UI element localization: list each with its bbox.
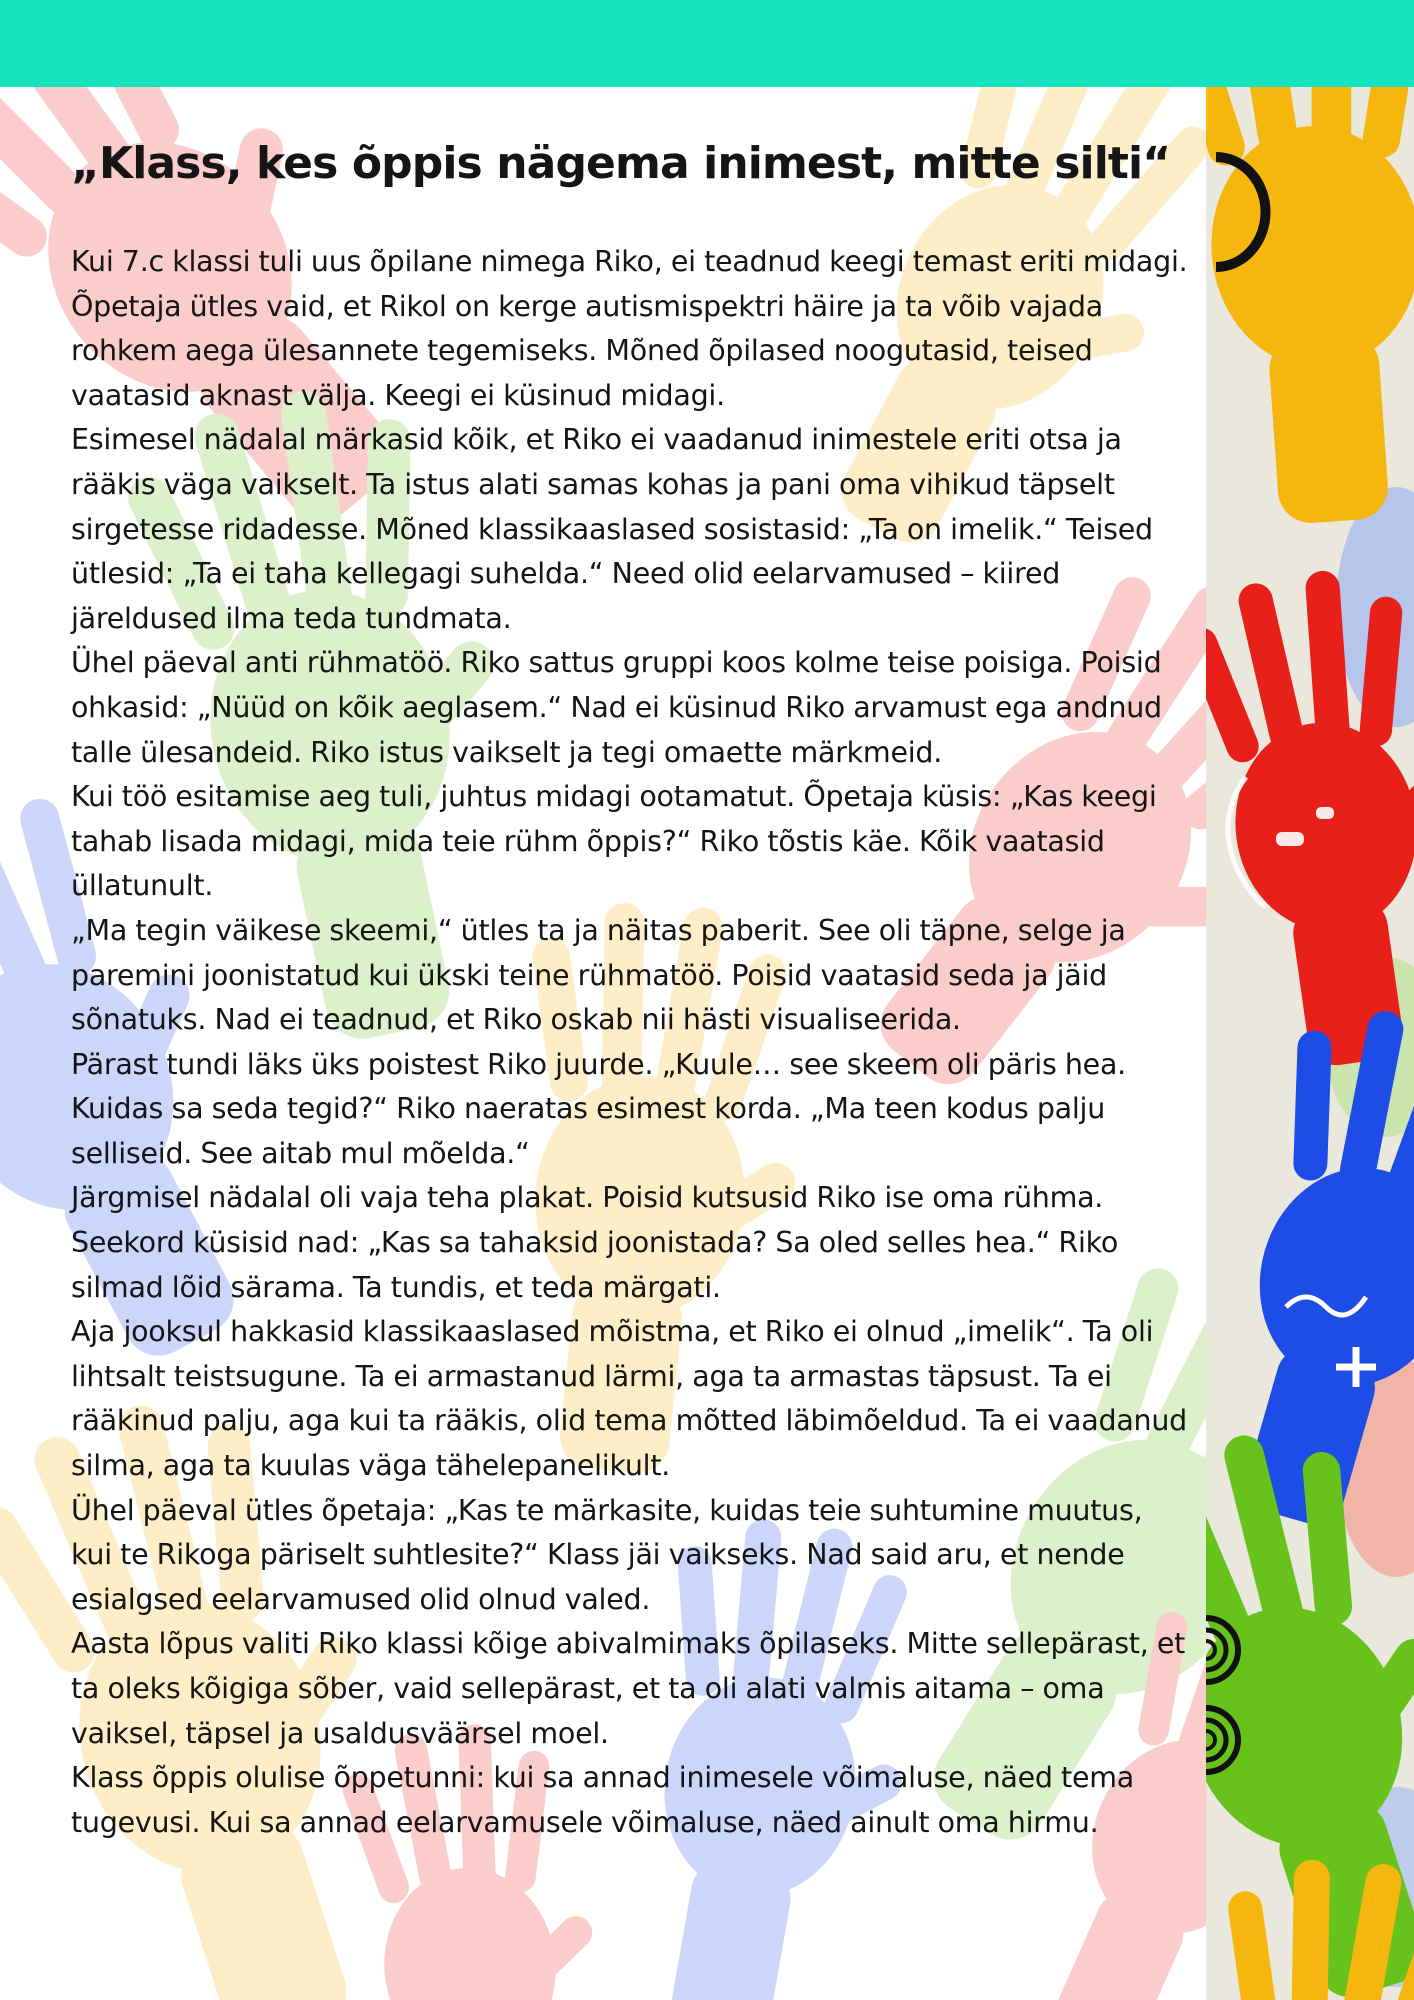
story-title: „Klass, kes õppis nägema inimest, mitte silti“	[71, 138, 1171, 189]
story-paragraph: Kui töö esitamise aeg tuli, juhtus midagi ootamatut. Õpetaja küsis: „Kas keegi tahab lisada midagi, mida teie rühm õppis?“ Riko tõstis käe. Kõik vaatasid üllatunult.	[71, 780, 1157, 903]
story-paragraph: Pärast tundi läks üks poistest Riko juurde. „Kuule… see skeem oli päris hea. Kuidas sa seda tegid?“ Riko naeratas esimest korda. „Ma teen kodus palju selliseid. See aitab mul mõelda.“	[71, 1047, 1126, 1170]
story-paragraph: „Ma tegin väikese skeemi,“ ütles ta ja näitas paberit. See oli täpne, selge ja paremini joonistatud kui ükski teine rühmatöö. Poisid vaatasid seda ja jäid sõnatuks. Nad ei teadnud, et Riko oskab nii hästi visualiseerida.	[71, 913, 1126, 1037]
story-paragraph: Aja jooksul hakkasid klassikaaslased mõistma, et Riko ei olnud „imelik“. Ta oli lihtsalt teistsugune. Ta ei armastanud lärmi, aga ta armastas täpsust. Ta ei rääkinud palju, aga kui ta rääkis, olid tema mõtted läbimõeldud. Ta ei vaadanud silma, aga ta kuulas väga tähelepanelikult.	[71, 1315, 1188, 1483]
story-content	[71, 128, 1191, 1845]
story-paragraph: Aasta lõpus valiti Riko klassi kõige abivalmimaks õpilaseks. Mitte sellepärast, et ta oleks kõigiga sõber, vaid sellepärast, et ta oli alati valmis aitama – oma vaiksel, täpsel ja usaldusväärsel moel.	[71, 1627, 1186, 1750]
story-paragraph: Kui 7.c klassi tuli uus õpilane nimega Riko, ei teadnud keegi temast eriti midagi. Õpetaja ütles vaid, et Rikol on kerge autismispektri häire ja ta võib vajada rohkem aega ülesannete tegemiseks. Mõned õpilased noogutasid, teised vaatasid aknast välja. Keegi ei küsinud midagi.	[71, 245, 1188, 412]
side-hands-strip	[1206, 87, 1414, 2000]
story-paragraph: Ühel päeval ütles õpetaja: „Kas te märkasite, kuidas teie suhtumine muutus, kui te Rikoga päriselt suhtlesite?“ Klass jäi vaikseks. Nad said aru, et nende esialgsed eelarvamused olid olnud valed.	[71, 1493, 1143, 1616]
story-paragraph: Ühel päeval anti rühmatöö. Riko sattus gruppi koos kolme teise poisiga. Poisid ohkasid: „Nüüd on kõik aeglasem.“ Nad ei küsinud Riko arvamust ega andnud talle ülesandeid. Riko istus vaikselt ja tegi omaette märkmeid.	[71, 646, 1162, 769]
story-paragraph: Klass õppis olulise õppetunni: kui sa annad inimesele võimaluse, näed tema tugevusi. Kui sa annad eelarvamusele võimaluse, näed ainult oma hirmu.	[71, 1761, 1134, 1839]
top-color-bar	[0, 0, 1414, 87]
story-paragraph: Järgmisel nädalal oli vaja teha plakat. Poisid kutsusid Riko ise oma rühma. Seekord küsisid nad: „Kas sa tahaksid joonistada? Sa oled selles hea.“ Riko silmad lõid särama. Ta tundis, et teda märgati.	[71, 1181, 1119, 1304]
story-paragraph: Esimesel nädalal märkasid kõik, et Riko ei vaadanud inimestele eriti otsa ja rääkis väga vaikselt. Ta istus alati samas kohas ja pani oma vihikud täpselt sirgetesse ridadesse. Mõned klassikaaslased sosistasid: „Ta on imelik.“ Teised ütlesid: „Ta ei taha kellegagi suhelda.“ Need olid eelarvamused – kiired järeldused ilma teda tundmata.	[71, 423, 1153, 635]
story-body	[71, 240, 1191, 1845]
